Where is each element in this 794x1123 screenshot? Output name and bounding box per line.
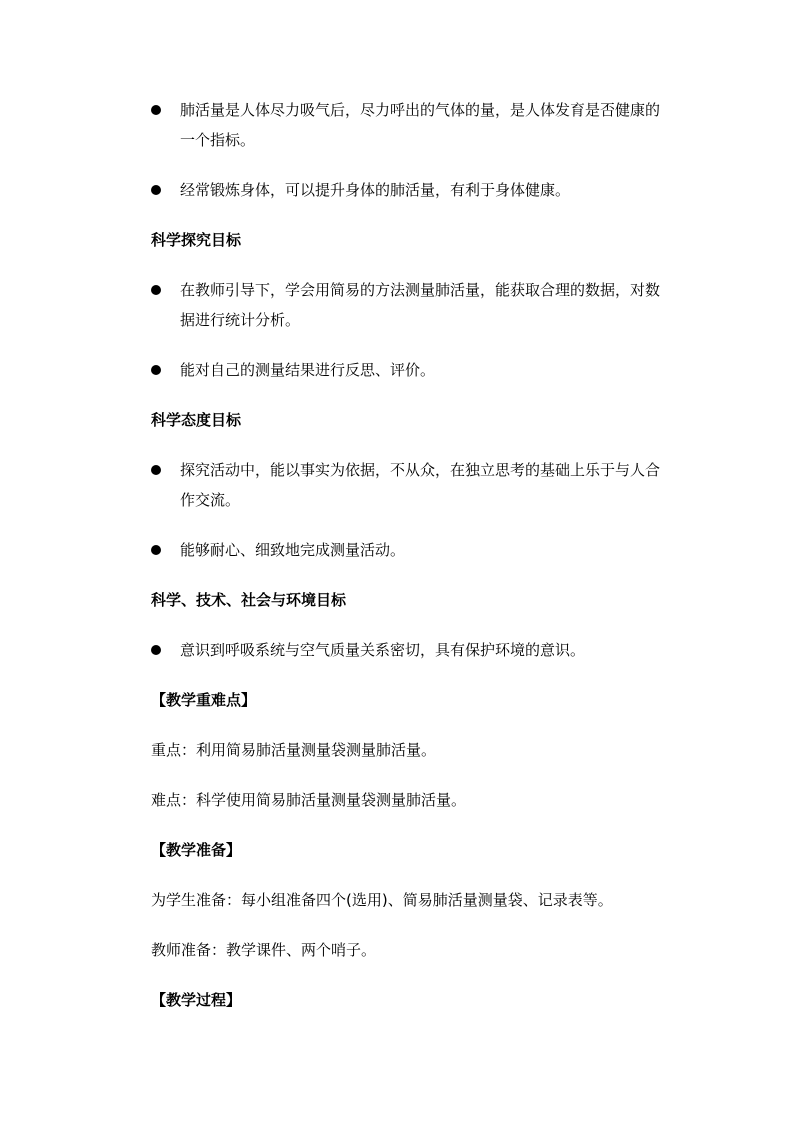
bullet-item <box>151 635 671 665</box>
section-heading-stse: 科学、技术、社会与环境目标 <box>151 591 347 609</box>
prep-teacher-text: 教师准备：教学课件、两个哨子。 <box>151 941 377 959</box>
bullet-item <box>151 455 671 515</box>
bullet-item <box>151 535 671 565</box>
section-heading-preparation: 【教学准备】 <box>151 841 242 859</box>
bullet-text: 探究活动中，能以事实为依据，不从众，在独立思考的基础上乐于与人合作交流。 <box>180 461 661 509</box>
bullet-item <box>151 175 671 205</box>
bullet-text: 能对自己的测量结果进行反思、评价。 <box>180 361 436 379</box>
document-content <box>151 95 671 1015</box>
bullet-dot-icon <box>151 545 161 555</box>
bullet-item <box>151 275 671 335</box>
section-heading-process: 【教学过程】 <box>151 991 242 1009</box>
bullet-dot-icon <box>151 105 161 115</box>
bullet-item <box>151 95 671 155</box>
bullet-item <box>151 355 671 385</box>
key-point-text: 重点：利用简易肺活量测量袋测量肺活量。 <box>151 741 437 759</box>
section-heading-attitude: 科学态度目标 <box>151 411 242 429</box>
bullet-dot-icon <box>151 645 161 655</box>
section-heading-inquiry: 科学探究目标 <box>151 231 242 249</box>
prep-student-text: 为学生准备：每小组准备四个(选用)、简易肺活量测量袋、记录表等。 <box>151 891 613 909</box>
section-heading-key-points: 【教学重难点】 <box>151 691 257 709</box>
bullet-text: 肺活量是人体尽力吸气后，尽力呼出的气体的量，是人体发育是否健康的一个指标。 <box>180 101 661 149</box>
bullet-text: 能够耐心、细致地完成测量活动。 <box>180 541 406 559</box>
bullet-dot-icon <box>151 365 161 375</box>
bullet-dot-icon <box>151 285 161 295</box>
difficult-point-text: 难点：科学使用简易肺活量测量袋测量肺活量。 <box>151 791 467 809</box>
bullet-dot-icon <box>151 465 161 475</box>
bullet-dot-icon <box>151 185 161 195</box>
bullet-text: 经常锻炼身体，可以提升身体的肺活量，有利于身体健康。 <box>180 181 571 199</box>
bullet-text: 意识到呼吸系统与空气质量关系密切，具有保护环境的意识。 <box>180 641 586 659</box>
bullet-text: 在教师引导下，学会用简易的方法测量肺活量，能获取合理的数据，对数据进行统计分析。 <box>180 281 661 329</box>
